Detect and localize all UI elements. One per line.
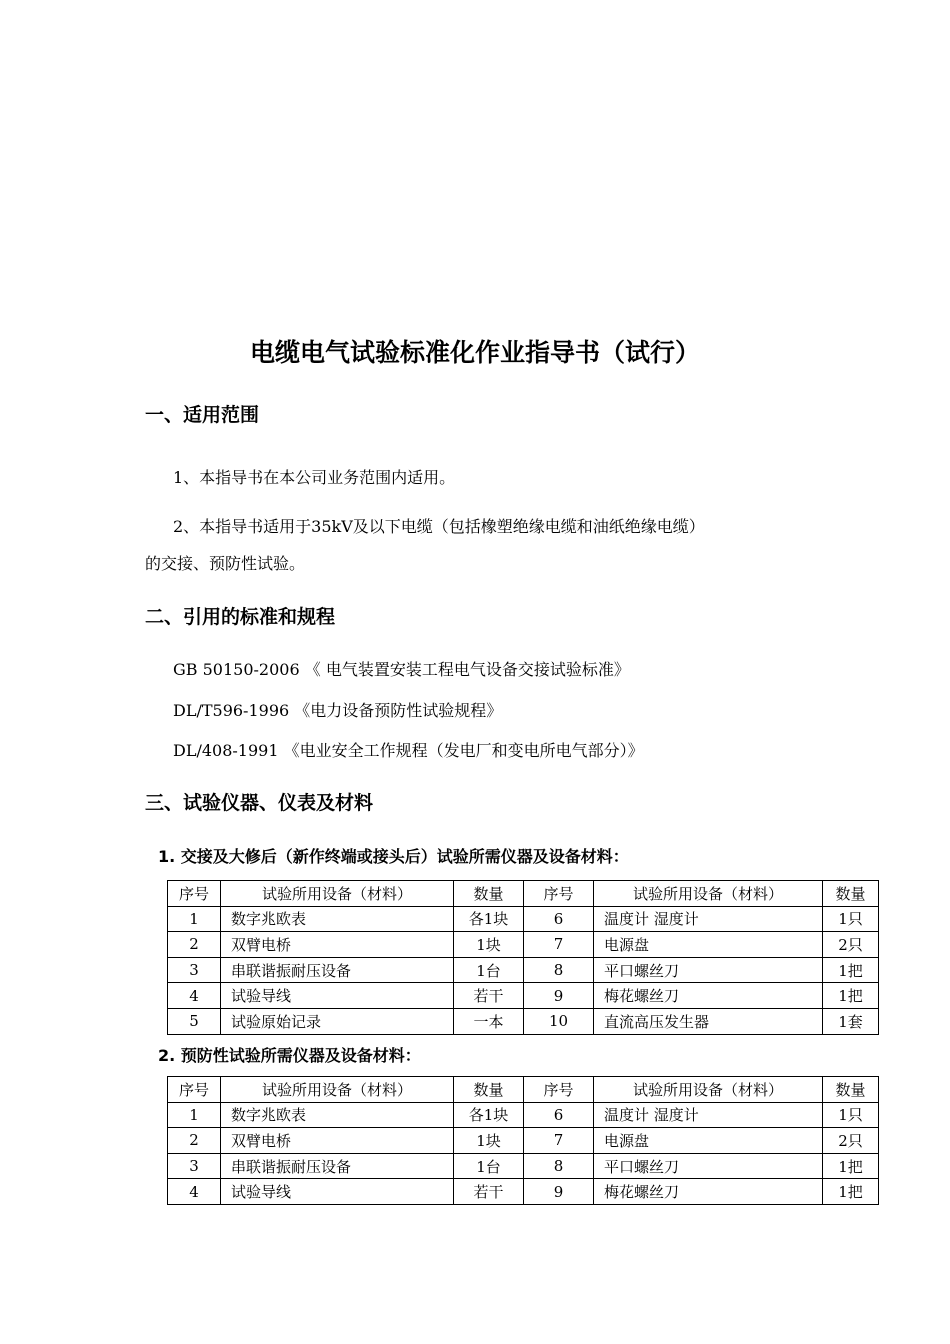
table-cell: 3: [168, 1153, 221, 1179]
table-cell: 7: [524, 932, 594, 958]
table-cell: 1台: [454, 1153, 524, 1179]
table-row: [168, 932, 879, 958]
table-row: [168, 983, 879, 1009]
subsection-1-heading: 1. 交接及大修后（新作终端或接头后）试验所需仪器及设备材料：: [158, 847, 629, 866]
table-cell: 试验原始记录: [221, 1008, 454, 1034]
table-cell: 1只: [823, 906, 879, 932]
table-cell: 温度计 湿度计: [594, 1102, 823, 1128]
table-cell: 6: [524, 1102, 594, 1128]
table-cell: 6: [524, 906, 594, 932]
section-1-paragraph-1: 1、本指导书在本公司业务范围内适用。: [173, 468, 456, 487]
section-1-paragraph-2-line-2: 的交接、预防性试验。: [145, 554, 306, 573]
header-cell: 序号: [168, 881, 221, 907]
table-cell: 梅花螺丝刀: [594, 983, 823, 1009]
table-row: [168, 906, 879, 932]
table-cell: 2只: [823, 932, 879, 958]
table-cell: 若干: [454, 983, 524, 1009]
header-cell: 序号: [168, 1077, 221, 1103]
table-header-row: [168, 1077, 879, 1103]
table-cell: 串联谐振耐压设备: [221, 957, 454, 983]
header-cell: 数量: [454, 1077, 524, 1103]
table-cell: 若干: [454, 1179, 524, 1205]
table-cell: 1: [168, 906, 221, 932]
table-cell: 9: [524, 1179, 594, 1205]
table-row: [168, 1179, 879, 1205]
equipment-table-preventive: [167, 1076, 879, 1205]
table-row: [168, 1128, 879, 1154]
table-cell: 1把: [823, 957, 879, 983]
table-cell: 1只: [823, 1102, 879, 1128]
header-cell: 数量: [823, 881, 879, 907]
table-cell: 平口螺丝刀: [594, 957, 823, 983]
table-cell: 4: [168, 1179, 221, 1205]
table-cell: 数字兆欧表: [221, 906, 454, 932]
table-row: [168, 1102, 879, 1128]
header-cell: 试验所用设备（材料）: [594, 1077, 823, 1103]
header-cell: 序号: [524, 881, 594, 907]
table-cell: 1把: [823, 1153, 879, 1179]
table-cell: 8: [524, 1153, 594, 1179]
table-cell: 双臂电桥: [221, 1128, 454, 1154]
header-cell: 试验所用设备（材料）: [221, 1077, 454, 1103]
table-cell: 试验导线: [221, 1179, 454, 1205]
section-1-heading: 一、适用范围: [145, 404, 260, 426]
table-header-row: [168, 881, 879, 907]
table-cell: 2只: [823, 1128, 879, 1154]
table-cell: 双臂电桥: [221, 932, 454, 958]
table-cell: 1台: [454, 957, 524, 983]
header-cell: 试验所用设备（材料）: [221, 881, 454, 907]
table-cell: 4: [168, 983, 221, 1009]
table-cell: 直流高压发生器: [594, 1008, 823, 1034]
table-cell: 1套: [823, 1008, 879, 1034]
table-cell: 各1块: [454, 906, 524, 932]
header-cell: 数量: [823, 1077, 879, 1103]
table-cell: 各1块: [454, 1102, 524, 1128]
table-cell: 1块: [454, 932, 524, 958]
table-cell: 梅花螺丝刀: [594, 1179, 823, 1205]
table-cell: 2: [168, 932, 221, 958]
table-cell: 1: [168, 1102, 221, 1128]
reference-gb50150: GB 50150-2006 《 电气装置安装工程电气设备交接试验标准》: [173, 660, 630, 679]
table-row: [168, 1153, 879, 1179]
table-cell: 一本: [454, 1008, 524, 1034]
table-cell: 试验导线: [221, 983, 454, 1009]
table-cell: 7: [524, 1128, 594, 1154]
table-cell: 1把: [823, 983, 879, 1009]
page-title: 电缆电气试验标准化作业指导书（试行）: [249, 338, 700, 367]
table-cell: 串联谐振耐压设备: [221, 1153, 454, 1179]
table-row: [168, 957, 879, 983]
header-cell: 序号: [524, 1077, 594, 1103]
table-cell: 平口螺丝刀: [594, 1153, 823, 1179]
table-cell: 温度计 湿度计: [594, 906, 823, 932]
reference-dl-t596: DL/T596-1996 《电力设备预防性试验规程》: [173, 701, 503, 720]
table-cell: 电源盘: [594, 1128, 823, 1154]
reference-dl-408: DL/408-1991 《电业安全工作规程（发电厂和变电所电气部分）》: [173, 741, 644, 760]
table-cell: 1把: [823, 1179, 879, 1205]
table-cell: 电源盘: [594, 932, 823, 958]
table-cell: 9: [524, 983, 594, 1009]
table-cell: 1块: [454, 1128, 524, 1154]
table-row: [168, 1008, 879, 1034]
section-1-paragraph-2-line-1: 2、本指导书适用于35kV及以下电缆（包括橡塑绝缘电缆和油纸绝缘电缆）: [173, 517, 705, 536]
table-cell: 8: [524, 957, 594, 983]
equipment-table-handover: [167, 880, 879, 1035]
section-3-heading: 三、试验仪器、仪表及材料: [145, 792, 374, 814]
header-cell: 数量: [454, 881, 524, 907]
table-cell: 10: [524, 1008, 594, 1034]
table-cell: 2: [168, 1128, 221, 1154]
table-cell: 数字兆欧表: [221, 1102, 454, 1128]
section-2-heading: 二、引用的标准和规程: [145, 606, 336, 628]
subsection-2-heading: 2. 预防性试验所需仪器及设备材料：: [158, 1046, 421, 1065]
table-cell: 5: [168, 1008, 221, 1034]
table-cell: 3: [168, 957, 221, 983]
header-cell: 试验所用设备（材料）: [594, 881, 823, 907]
